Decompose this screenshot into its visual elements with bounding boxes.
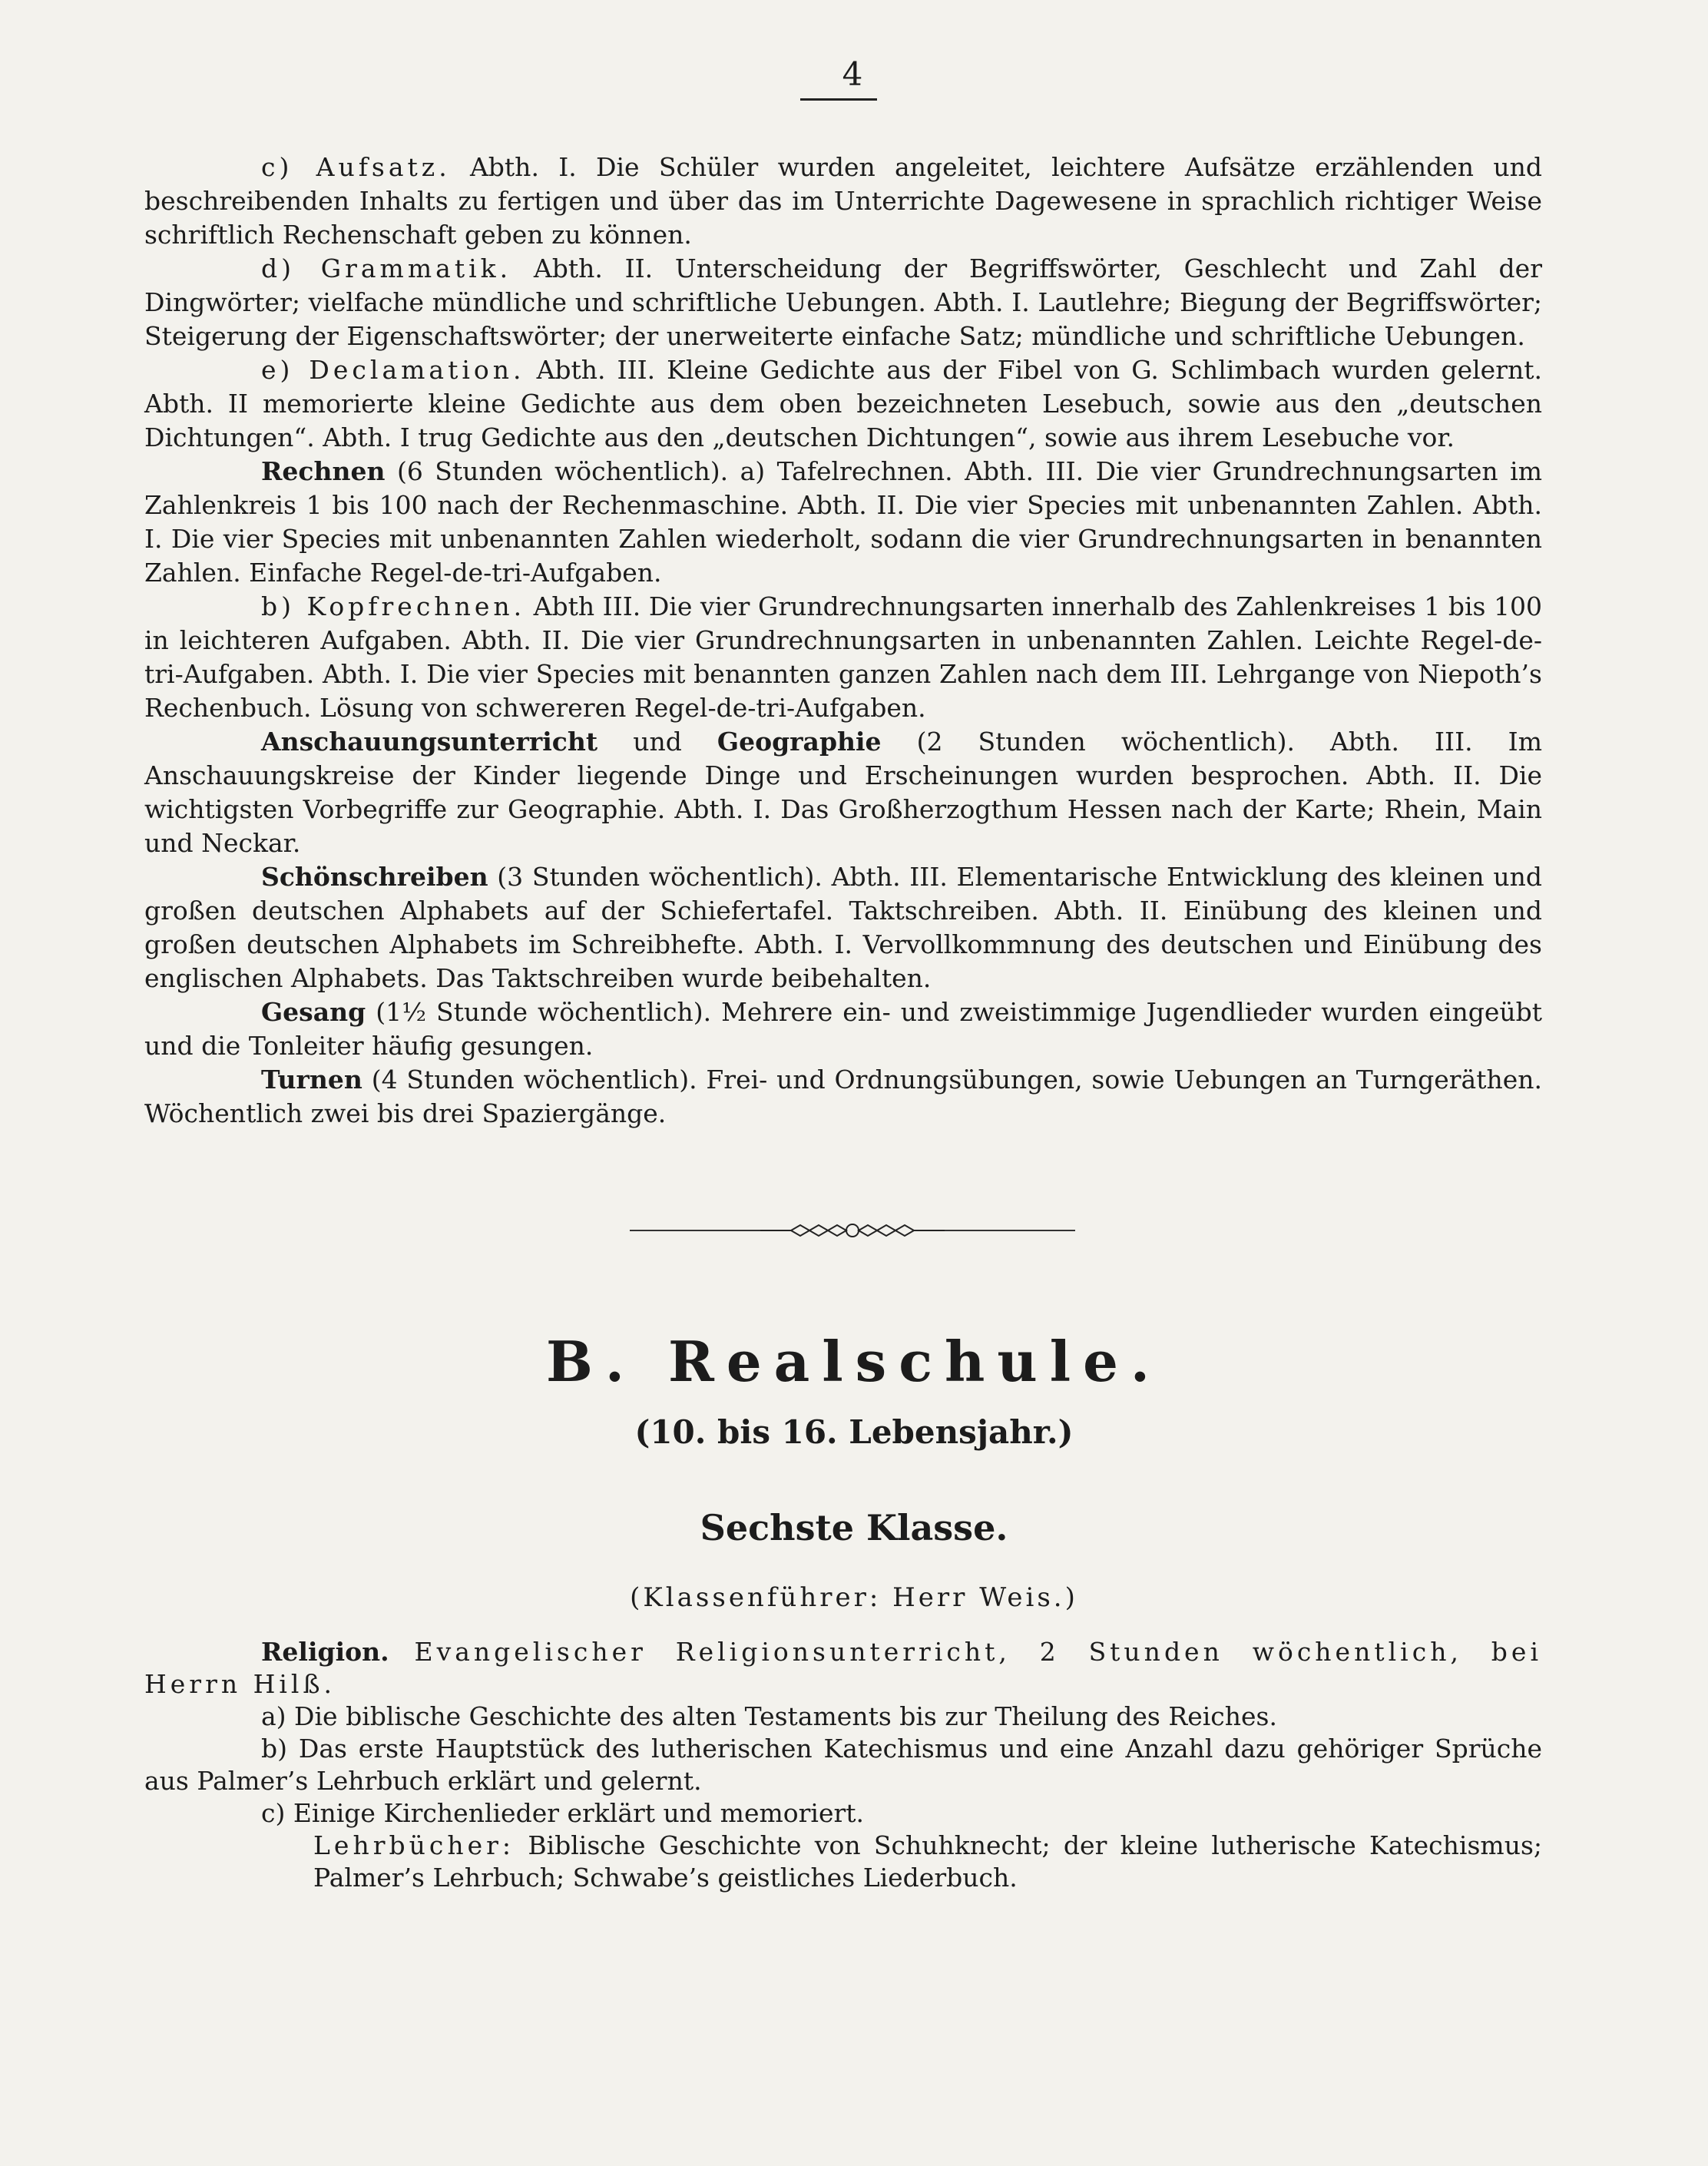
class-leader: (Klassenführer: Herr Weis.)	[630, 1582, 1078, 1613]
religion-item: a) Die biblische Geschichte des alten Testaments bis zur Theilung des Reiches.	[261, 1701, 1277, 1731]
paragraph-text: (1½ Stunde wöchentlich). Mehrere ein- und zweistimmige Jugendlieder wurden eingeübt und die Tonleiter häufig gesungen.	[144, 997, 1542, 1061]
ornament-line-left	[630, 1230, 760, 1231]
paragraph-text: (6 Stunden wöchentlich). a) Tafelrechnen. Abth. III. Die vier Grundrechnungsarten im Zahlenkreis 1 bis 100 nach der Rechenmaschine. Abth. II. Die vier Species mit unbenannten Zahlen. Abth. I. Die vier Species mit unbenannten Zahlen wiederholt, sodann die vier Grundrechnungsarten in benannten Zahlen. Einfache Regel-de-tri-Aufgaben.	[144, 456, 1542, 588]
paragraph-label: Gesang	[261, 997, 366, 1027]
ornament-divider	[630, 1221, 1075, 1240]
religion-item: c) Einige Kirchenlieder erklärt und memoriert.	[261, 1798, 865, 1828]
section-title: B. Realschule.	[546, 1329, 1162, 1394]
page-number-rule	[800, 98, 877, 101]
religion-books	[144, 1830, 1542, 1894]
paragraph-label: Schönschreiben	[261, 862, 488, 892]
paragraph-label: Turnen	[261, 1065, 362, 1095]
class-title: Sechste Klasse.	[700, 1507, 1008, 1548]
religion-intro	[144, 1636, 1542, 1701]
body-text	[144, 151, 1542, 1131]
ornament-line-right	[945, 1230, 1075, 1231]
ornament-icon	[760, 1221, 945, 1240]
paragraph-text: Abth III. Die vier Grundrechnungsarten innerhalb des Zahlenkreises 1 bis 100 in leichteren Aufgaben. Abth. II. Die vier Grundrechnungsarten in unbenannten Zahlen. Leichte Regel-de-tri-Aufgaben. Abth. I. Die vier Species mit benannten ganzen Zahlen nach dem III. Lehrgange von Niepoth’s Rechenbuch. Lösung von schwereren Regel-de-tri-Aufgaben.	[144, 591, 1543, 723]
religion-label: Religion.	[261, 1637, 389, 1667]
paragraph-gesang	[144, 995, 1542, 1063]
paragraph-schoenschreiben	[144, 860, 1542, 995]
paragraph-kopfrechnen	[144, 590, 1542, 725]
paragraph-aufsatz	[144, 151, 1542, 252]
paragraph-text: Abth. III. Kleine Gedichte aus der Fibel von G. Schlimbach wurden gelernt. Abth. II memorierte kleine Gedichte aus dem oben bezeichneten Lesebuch, sowie aus den „deutschen Dichtungen“. Abth. I trug Gedichte aus den „deutschen Dichtungen“, sowie aus ihrem Lesebuche vor.	[144, 355, 1542, 452]
paragraph-label-2: Geographie	[717, 727, 882, 757]
paragraph-text: (2 Stunden wöchentlich). Abth. III. Im Anschauungskreise der Kinder liegende Dinge und Erscheinungen wurden besprochen. Abth. II. Die wichtigsten Vorbegriffe zur Geographie. Abth. I. Das Großherzogthum Hessen nach der Karte; Rhein, Main und Neckar.	[144, 727, 1542, 858]
page-number: 4	[842, 55, 863, 93]
paragraph-anschauung	[144, 725, 1542, 860]
paragraph-label: e) Declamation.	[261, 355, 525, 385]
religion-item: b) Das erste Hauptstück des lutherischen Katechismus und eine Anzahl dazu gehöriger Sprüche aus Palmer’s Lehrbuch erklärt und gelernt.	[144, 1734, 1542, 1796]
paragraph-text: Abth. II. Unterscheidung der Begriffswörter, Geschlecht und Zahl der Dingwörter; vielfache mündliche und schriftliche Uebungen. Abth. I. Lautlehre; Biegung der Begriffswörter; Steigerung der Eigenschaftswörter; der unerweiterte einfache Satz; mündliche und schriftliche Uebungen.	[144, 253, 1542, 351]
books-label: Lehrbücher:	[313, 1830, 515, 1860]
paragraph-label: Anschauungsunterricht	[261, 727, 598, 757]
paragraph-text: Abth. I. Die Schüler wurden angeleitet, leichtere Aufsätze erzählenden und beschreibenden Inhalts zu fertigen und über das im Unterrichte Dagewesene in sprachlich richtiger Weise schriftlich Rechenschaft geben zu können.	[144, 152, 1542, 250]
religion-intro-text: Evangelischer Religionsunterricht, 2 Stunden wöchentlich, bei Herrn Hilß.	[144, 1637, 1542, 1699]
age-range: (10. bis 16. Lebensjahr.)	[634, 1413, 1074, 1451]
religion-section	[144, 1636, 1542, 1894]
paragraph-label: Rechnen	[261, 456, 386, 486]
paragraph-text: (3 Stunden wöchentlich). Abth. III. Elementarische Entwicklung des kleinen und großen deutschen Alphabets auf der Schiefertafel. Taktschreiben. Abth. II. Einübung des kleinen und großen deutschen Alphabets im Schreibhefte. Abth. I. Vervollkommnung des deutschen und Einübung des englischen Alphabets. Das Taktschreiben wurde beibehalten.	[144, 862, 1542, 993]
paragraph-turnen	[144, 1063, 1542, 1131]
books-text: Biblische Geschichte von Schuhknecht; der kleine lutherische Katechismus; Palmer’s Lehrbuch; Schwabe’s geistliches Liederbuch.	[313, 1830, 1542, 1893]
paragraph-declamation	[144, 353, 1542, 455]
paragraph-rechnen	[144, 455, 1542, 590]
paragraph-label: c) Aufsatz.	[261, 152, 451, 182]
paragraph-connector: und	[633, 727, 682, 757]
paragraph-label: b) Kopfrechnen.	[261, 591, 526, 621]
paragraph-text: (4 Stunden wöchentlich). Frei- und Ordnungsübungen, sowie Uebungen an Turngeräthen. Wöchentlich zwei bis drei Spaziergänge.	[144, 1065, 1542, 1128]
paragraph-label: d) Grammatik.	[261, 253, 512, 283]
paragraph-grammatik	[144, 252, 1542, 353]
